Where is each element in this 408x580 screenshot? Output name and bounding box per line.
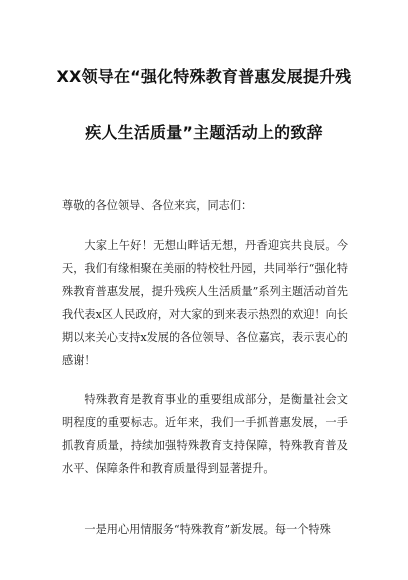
paragraph-welcome: 大家上午好！无想山畔话无想，丹香迎宾共良辰。今天，我们有缘相聚在美丽的特校牡丹园，共同举行“强化特殊教育普惠发展，提升残疾人生活质量”系列主题活动首先我代表x区人民政府，对大家的到来表示热烈的欢迎！向长期以来关心支持x发展的各位领导、各位嘉宾，表示衷心的感谢！ xyxy=(62,239,348,367)
paragraph-special-education: 特殊教育是教育事业的重要组成部分，是衡量社会文明程度的重要标志。近年来，我们一手抓普惠发展，一手抓教育质量，持续加强特殊教育支持保障，特殊教育普及水平、保障条件和教育质量得到显著提升。 xyxy=(62,393,348,475)
paragraph-first-point: 一是用心用情服务“特殊教育”新发展。每一个特殊 xyxy=(84,523,331,536)
salutation: 尊敬的各位领导、各位来宾，同志们： xyxy=(62,199,253,212)
document-title-line-1: XX领导在“强化特殊教育普惠发展提升残 xyxy=(56,67,352,86)
document-title-line-2: 疾人生活质量”主题活动上的致辞 xyxy=(85,123,323,142)
